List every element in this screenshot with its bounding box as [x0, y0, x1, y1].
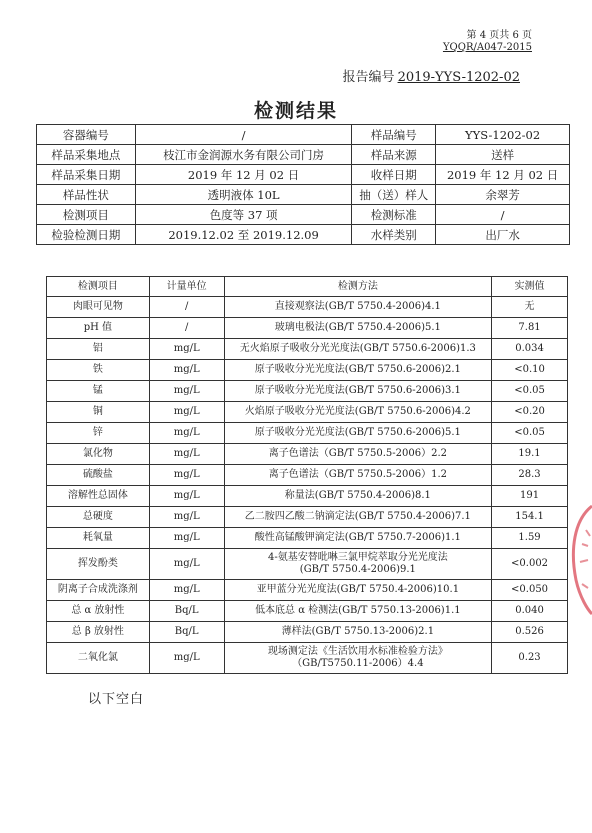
- blank-below-note: 以下空白: [88, 692, 145, 707]
- sample-info-table: [36, 124, 570, 245]
- info-value: 出厂水: [436, 225, 570, 245]
- unit-cell: mg/L: [149, 507, 224, 528]
- seal-stamp: [566, 500, 592, 620]
- value-cell: <0.002: [492, 549, 568, 580]
- unit-cell: /: [149, 297, 224, 318]
- method-line: （GB/T5750.11-2006）4.4: [292, 658, 424, 669]
- value-cell: 154.1: [492, 507, 568, 528]
- method-cell: 薄样法(GB/T 5750.13-2006)2.1: [224, 622, 491, 643]
- unit-cell: mg/L: [149, 549, 224, 580]
- item-cell: 挥发酚类: [47, 549, 150, 580]
- method-line: 4-氨基安替吡啉三氯甲烷萃取分光光度法: [267, 552, 448, 563]
- info-label: 样品采集地点: [37, 145, 136, 165]
- method-cell: 离子色谱法（GB/T 5750.5-2006）2.2: [224, 444, 491, 465]
- table-row: [47, 643, 568, 674]
- method-cell: 玻璃电极法(GB/T 5750.4-2006)5.1: [224, 318, 491, 339]
- table-row: [47, 601, 568, 622]
- table-row: [47, 528, 568, 549]
- method-cell: 称量法(GB/T 5750.4-2006)8.1: [224, 486, 491, 507]
- table-row: [47, 507, 568, 528]
- method-cell: 火焰原子吸收分光光度法(GB/T 5750.6-2006)4.2: [224, 402, 491, 423]
- column-header: 实测值: [492, 277, 568, 297]
- value-cell: 191: [492, 486, 568, 507]
- table-row: [47, 381, 568, 402]
- value-cell: 7.81: [492, 318, 568, 339]
- table-row: [47, 297, 568, 318]
- method-cell: [224, 549, 491, 580]
- method-cell: 乙二胺四乙酸二钠滴定法(GB/T 5750.4-2006)7.1: [224, 507, 491, 528]
- value-cell: <0.050: [492, 580, 568, 601]
- page-info: [443, 30, 532, 54]
- method-cell: [224, 643, 491, 674]
- value-cell: 无: [492, 297, 568, 318]
- info-label: 水样类别: [352, 225, 436, 245]
- item-cell: 总硬度: [47, 507, 150, 528]
- table-row: [47, 318, 568, 339]
- value-cell: 0.034: [492, 339, 568, 360]
- method-cell: 亚甲蓝分光光度法(GB/T 5750.4-2006)10.1: [224, 580, 491, 601]
- info-row: [37, 125, 570, 145]
- info-value: /: [135, 125, 352, 145]
- table-row: [47, 549, 568, 580]
- info-label: 样品来源: [352, 145, 436, 165]
- value-cell: <0.05: [492, 381, 568, 402]
- value-cell: <0.05: [492, 423, 568, 444]
- table-row: [47, 402, 568, 423]
- column-header: 计量单位: [149, 277, 224, 297]
- report-number-line: [343, 66, 520, 85]
- method-cell: 直接观察法(GB/T 5750.4-2006)4.1: [224, 297, 491, 318]
- report-number: 2019-YYS-1202-02: [397, 70, 520, 85]
- value-cell: 1.59: [492, 528, 568, 549]
- table-row: [47, 360, 568, 381]
- value-cell: 0.526: [492, 622, 568, 643]
- info-row: [37, 225, 570, 245]
- info-label: 检测项目: [37, 205, 136, 225]
- unit-cell: Bq/L: [149, 601, 224, 622]
- item-cell: 铜: [47, 402, 150, 423]
- item-cell: 总 β 放射性: [47, 622, 150, 643]
- unit-cell: mg/L: [149, 402, 224, 423]
- info-label: 收样日期: [352, 165, 436, 185]
- info-row: [37, 145, 570, 165]
- item-cell: 二氧化氯: [47, 643, 150, 674]
- value-cell: <0.20: [492, 402, 568, 423]
- info-label: 检测标准: [352, 205, 436, 225]
- column-header: 检测项目: [47, 277, 150, 297]
- unit-cell: Bq/L: [149, 622, 224, 643]
- info-row: [37, 165, 570, 185]
- info-value: /: [436, 205, 570, 225]
- unit-cell: mg/L: [149, 423, 224, 444]
- item-cell: 阴离子合成洗涤剂: [47, 580, 150, 601]
- value-cell: 0.040: [492, 601, 568, 622]
- item-cell: 肉眼可见物: [47, 297, 150, 318]
- results-table: [46, 276, 568, 674]
- item-cell: 耗氧量: [47, 528, 150, 549]
- info-label: 样品性状: [37, 185, 136, 205]
- info-value: 2019.12.02 至 2019.12.09: [135, 225, 352, 245]
- info-value: 送样: [436, 145, 570, 165]
- table-row: [47, 465, 568, 486]
- table-row: [47, 580, 568, 601]
- page-number: 第 4 页共 6 页: [466, 30, 532, 41]
- table-row: [47, 423, 568, 444]
- item-cell: 总 α 放射性: [47, 601, 150, 622]
- value-cell: 19.1: [492, 444, 568, 465]
- item-cell: 铝: [47, 339, 150, 360]
- info-label: 样品采集日期: [37, 165, 136, 185]
- info-row: [37, 205, 570, 225]
- method-cell: 原子吸收分光光度法(GB/T 5750.6-2006)2.1: [224, 360, 491, 381]
- info-value: 2019 年 12 月 02 日: [436, 165, 570, 185]
- table-row: [47, 444, 568, 465]
- column-header: 检测方法: [224, 277, 491, 297]
- report-number-label: 报告编号: [342, 70, 395, 85]
- item-cell: pH 值: [47, 318, 150, 339]
- method-cell: 低本底总 α 检测法(GB/T 5750.13-2006)1.1: [224, 601, 491, 622]
- document-code: YQQR/A047-2015: [442, 42, 532, 53]
- unit-cell: /: [149, 318, 224, 339]
- unit-cell: mg/L: [149, 580, 224, 601]
- value-cell: 28.3: [492, 465, 568, 486]
- method-cell: 无火焰原子吸收分光光度法(GB/T 5750.6-2006)1.3: [224, 339, 491, 360]
- info-label: 抽（送）样人: [352, 185, 436, 205]
- item-cell: 锰: [47, 381, 150, 402]
- info-value: 透明液体 10L: [135, 185, 352, 205]
- info-label: 检验检测日期: [37, 225, 136, 245]
- value-cell: 0.23: [492, 643, 568, 674]
- item-cell: 锌: [47, 423, 150, 444]
- item-cell: 氯化物: [47, 444, 150, 465]
- unit-cell: mg/L: [149, 465, 224, 486]
- item-cell: 铁: [47, 360, 150, 381]
- unit-cell: mg/L: [149, 486, 224, 507]
- table-row: [47, 339, 568, 360]
- method-line: (GB/T 5750.4-2006)9.1: [299, 564, 416, 575]
- table-row: [47, 622, 568, 643]
- unit-cell: mg/L: [149, 339, 224, 360]
- info-value: YYS-1202-02: [436, 125, 570, 145]
- page-title: 检测结果: [253, 100, 338, 122]
- info-row: [37, 185, 570, 205]
- unit-cell: mg/L: [149, 444, 224, 465]
- info-value: 枝江市金润源水务有限公司门房: [135, 145, 352, 165]
- unit-cell: mg/L: [149, 528, 224, 549]
- info-label: 样品编号: [352, 125, 436, 145]
- method-cell: 酸性高锰酸钾滴定法(GB/T 5750.7-2006)1.1: [224, 528, 491, 549]
- method-cell: 原子吸收分光光度法(GB/T 5750.6-2006)3.1: [224, 381, 491, 402]
- method-cell: 离子色谱法（GB/T 5750.5-2006）1.2: [224, 465, 491, 486]
- results-header-row: [47, 277, 568, 297]
- item-cell: 硫酸盐: [47, 465, 150, 486]
- item-cell: 溶解性总固体: [47, 486, 150, 507]
- value-cell: <0.10: [492, 360, 568, 381]
- table-row: [47, 486, 568, 507]
- info-label: 容器编号: [37, 125, 136, 145]
- info-value: 色度等 37 项: [135, 205, 352, 225]
- method-line: 现场测定法《生活饮用水标准检验方法》: [267, 646, 448, 657]
- unit-cell: mg/L: [149, 381, 224, 402]
- info-value: 2019 年 12 月 02 日: [135, 165, 352, 185]
- unit-cell: mg/L: [149, 643, 224, 674]
- unit-cell: mg/L: [149, 360, 224, 381]
- info-value: 余翠芳: [436, 185, 570, 205]
- method-cell: 原子吸收分光光度法(GB/T 5750.6-2006)5.1: [224, 423, 491, 444]
